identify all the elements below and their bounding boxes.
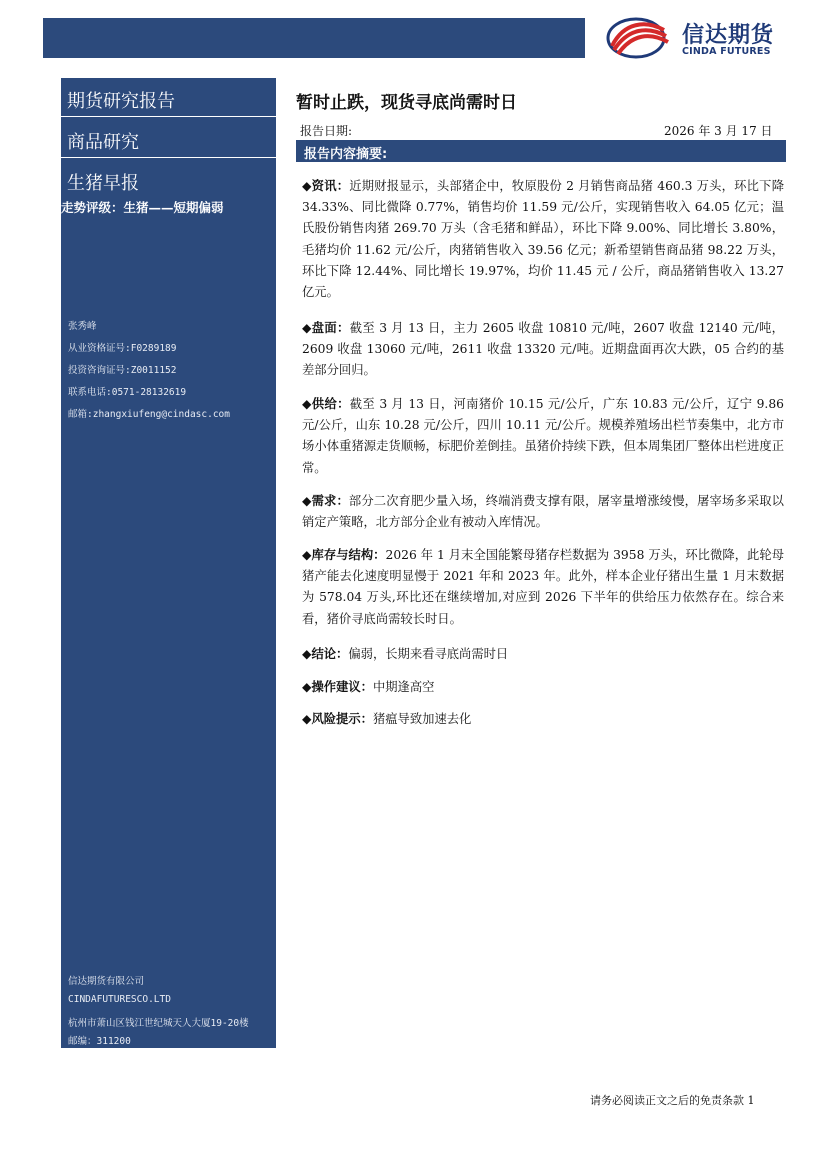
report-date: 2026 年 3 月 17 日 — [664, 124, 773, 138]
paragraph-body: 截至 3 月 13 日，河南猪价 10.15 元/公斤，广东 10.83 元/公斤，辽宁 9.86 元/公斤，山东 10.28 元/公斤，四川 10.11 元/公斤。规模养殖场出栏节奏集中，北方市场小体重猪源走货顺畅，标肥价差倒挂。虽猪价持续下跌，但本周集团厂整体出栏进度正常。 — [302, 397, 784, 475]
paragraph-conclusion — [302, 644, 784, 665]
paragraph-heading: ◆需求： — [302, 494, 349, 508]
paragraph-supply — [302, 394, 784, 479]
paragraph-heading: ◆资讯： — [302, 179, 350, 193]
analyst-email: 邮箱:zhangxiufeng@cindasc.com — [68, 409, 230, 420]
paragraph-heading: ◆库存与结构： — [302, 548, 386, 562]
paragraph-news — [302, 176, 784, 303]
trend-rating: 走势评级：生猪——短期偏弱 — [61, 200, 224, 215]
paragraph-body: 近期财报显示，头部猪企中，牧原股份 2 月销售商品猪 460.3 万头，环比下降 34.33%、同比微降 0.77%，销售均价 11.59 元/公斤，实现销售收入 64.05 亿元；温氏股份销售肉猪 269.70 万头（含毛猪和鲜品），环比下降 9.00%、同比增长 3.80%，毛猪均价 11.62 元/公斤，肉猪销售收入 39.56 亿元；新希望销售商品猪 98.22 万头，环比下降 12.44%、同比增长 19.97%，均价 11.45 元 / 公斤，商品猪销售收入 13.27 亿元。 — [302, 179, 784, 300]
paragraph-demand — [302, 491, 784, 533]
sidebar-divider — [61, 116, 276, 117]
company-address: 杭州市萧山区钱江世纪城天人大厦19-20楼 — [68, 1018, 249, 1029]
paragraph-body: 偏弱，长期来看寻底尚需时日 — [348, 647, 509, 661]
paragraph-inventory — [302, 545, 784, 630]
paragraph-body: 中期逢高空 — [372, 680, 435, 694]
sidebar — [61, 78, 276, 1048]
paragraph-heading: ◆供给： — [302, 397, 350, 411]
paragraph-heading: ◆盘面： — [302, 321, 350, 335]
report-date-label: 报告日期: — [300, 124, 353, 138]
analyst-consult-id: 投资咨询证号:Z0011152 — [68, 365, 177, 376]
logo-name-en: CINDA FUTURES — [682, 46, 771, 57]
cinda-logo-icon — [606, 16, 672, 60]
cinda-logo — [606, 16, 786, 60]
header-bar — [43, 18, 585, 58]
company-name: 信达期货有限公司 — [68, 976, 145, 987]
paragraph-heading: ◆操作建议： — [302, 680, 373, 694]
analyst-phone: 联系电话:0571-28132619 — [68, 387, 187, 398]
paragraph-heading: ◆风险提示： — [302, 712, 373, 726]
analyst-qualification: 从业资格证号:F0289189 — [68, 343, 177, 354]
summary-label: 报告内容摘要: — [304, 147, 388, 162]
paragraph-heading: ◆结论： — [302, 647, 349, 661]
sidebar-divider — [61, 157, 276, 158]
paragraph-risk — [302, 709, 784, 730]
sidebar-section-category: 商品研究 — [67, 132, 139, 153]
company-name-en: CINDAFUTURESCO.LTD — [68, 994, 171, 1005]
footer-disclaimer: 请务必阅读正文之后的免责条款 1 — [590, 1094, 755, 1107]
analyst-name: 张秀峰 — [68, 321, 97, 332]
paragraph-body: 猪瘟导致加速去化 — [372, 712, 472, 726]
summary-header — [296, 140, 786, 162]
paragraph-advice — [302, 677, 784, 698]
sidebar-section-product: 生猪早报 — [67, 173, 139, 194]
paragraph-body: 部分二次育肥少量入场，终端消费支撑有限，屠宰量增涨绫慢，屠宰场多采取以销定产策略，北方部分企业有被动入库情况。 — [302, 494, 784, 530]
sidebar-section-report-type: 期货研究报告 — [67, 91, 175, 112]
paragraph-body: 截至 3 月 13 日，主力 2605 收盘 10810 元/吨，2607 收盘 12140 元/吨，2609 收盘 13060 元/吨，2611 收盘 13320 元/吨。近期盘面再次大跌，05 合约的基差部分回归。 — [302, 321, 784, 378]
report-title: 暂时止跌，现货寻底尚需时日 — [296, 93, 517, 113]
company-postcode: 邮编：311200 — [68, 1036, 131, 1047]
paragraph-market — [302, 318, 784, 382]
paragraph-body: 2026 年 1 月末全国能繁母猪存栏数据为 3958 万头，环比微降，此轮母猪产能去化速度明显慢于 2021 年和 2023 年。此外，样本企业仔猪出生量 1 月末数据为 578.04 万头,环比还在继续增加,对应到 2026 下半年的供给压力依然存在。综合来看，猪价寻底尚需较长时日。 — [302, 548, 784, 626]
logo-name-cn: 信达期货 — [682, 23, 775, 48]
